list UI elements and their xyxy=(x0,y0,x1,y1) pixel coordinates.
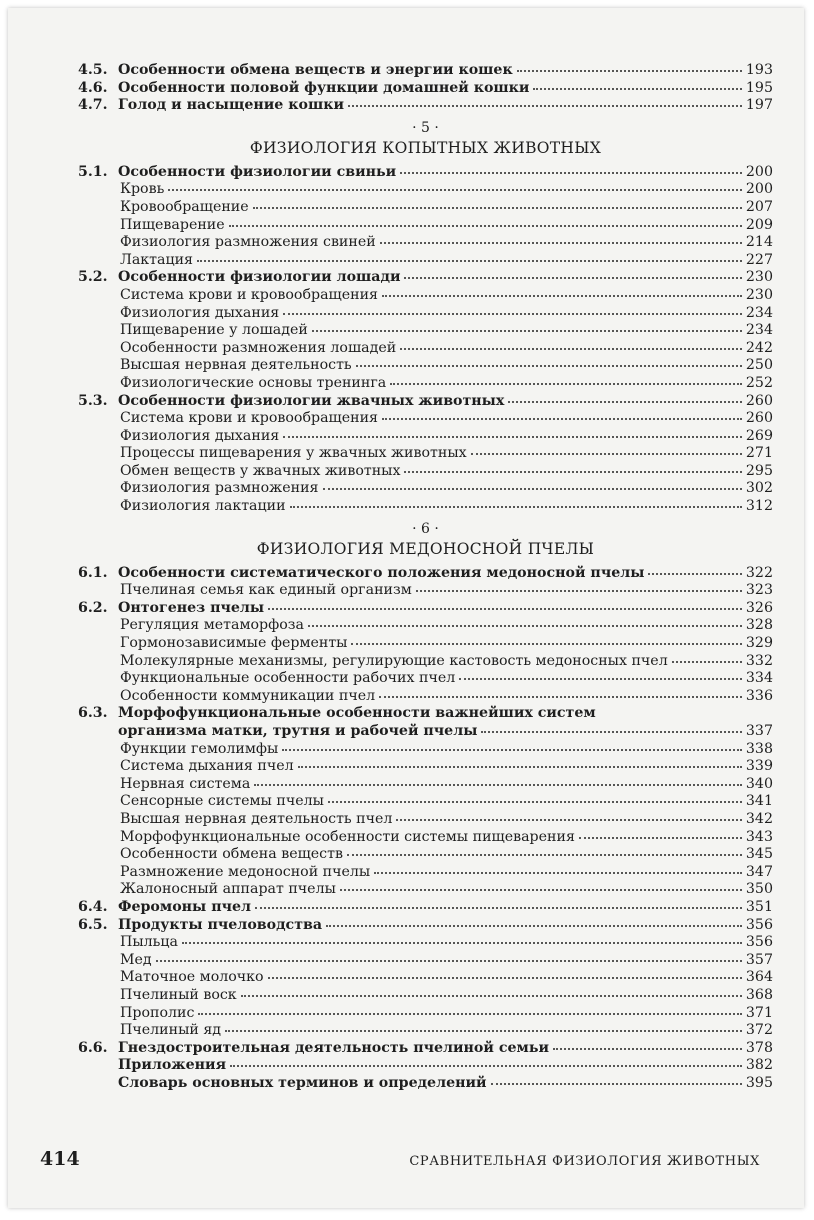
entry-title: Продукты пчеловодства xyxy=(118,916,323,933)
dot-leader xyxy=(481,730,741,733)
section-number: 6.1. xyxy=(78,564,108,581)
section-number: 5.3. xyxy=(78,392,108,409)
entry-page-number: 372 xyxy=(745,1022,773,1039)
entry-title: Гормонозависимые ферменты xyxy=(120,635,348,652)
entry-page-number: 260 xyxy=(745,410,773,427)
dot-leader xyxy=(672,660,742,663)
entry-page-number: 337 xyxy=(745,723,773,739)
toc-entry xyxy=(78,1057,773,1075)
dot-leader xyxy=(328,800,742,803)
dot-leader xyxy=(400,171,742,174)
entry-page-number: 209 xyxy=(745,216,773,233)
entry-title: Обмен веществ у жвачных животных xyxy=(120,462,401,479)
entry-page-number: 332 xyxy=(745,652,773,669)
toc-subentry xyxy=(78,181,773,199)
entry-title: Голод и насыщение кошки xyxy=(118,97,344,114)
toc-subentry xyxy=(78,635,773,653)
entry-page-number: 207 xyxy=(745,198,773,215)
toc-subentry xyxy=(78,428,773,446)
entry-page-number: 338 xyxy=(745,740,773,757)
dot-leader xyxy=(491,1082,742,1085)
dot-leader xyxy=(268,976,742,979)
page-number: 414 xyxy=(40,1148,80,1170)
toc-subentry xyxy=(78,934,773,952)
entry-title: Пчелиный воск xyxy=(120,986,237,1003)
toc-subentry xyxy=(78,617,773,635)
entry-title: Жалоносный аппарат пчелы xyxy=(120,881,336,898)
dot-leader xyxy=(351,642,741,645)
entry-title: Морфофункциональные особенности важнейших систем xyxy=(118,705,596,722)
toc-subentry xyxy=(78,670,773,688)
entry-title: Функции гемолимфы xyxy=(120,740,279,757)
toc-section-entry xyxy=(78,80,773,98)
dot-leader xyxy=(308,624,742,627)
entry-title: Физиология лактации xyxy=(120,498,286,515)
dot-leader xyxy=(382,417,742,420)
entry-title: Физиология дыхания xyxy=(120,427,280,444)
toc-subentry xyxy=(78,969,773,987)
dot-leader xyxy=(517,69,742,72)
toc-subentry xyxy=(78,776,773,794)
section-number: 6.4. xyxy=(78,898,108,915)
dot-leader xyxy=(230,1064,742,1067)
entry-title: Физиология размножения свиней xyxy=(120,234,376,251)
entry-title: Кровь xyxy=(120,181,165,198)
dot-leader xyxy=(323,487,742,490)
toc-section-entry xyxy=(78,705,773,723)
entry-page-number: 302 xyxy=(745,480,773,497)
section-number: 6.3. xyxy=(78,705,108,722)
entry-title: Пчелиный яд xyxy=(120,1022,222,1039)
entry-page-number: 347 xyxy=(745,863,773,880)
toc-subentry xyxy=(78,252,773,270)
book-page xyxy=(8,8,804,1208)
dot-leader xyxy=(471,452,742,455)
entry-title: Морфофункциональные особенности системы пищеварения xyxy=(120,828,575,845)
toc-section-entry xyxy=(78,917,773,935)
dot-leader xyxy=(156,959,742,962)
entry-page-number: 368 xyxy=(745,986,773,1003)
toc-subentry xyxy=(78,952,773,970)
entry-page-number: 227 xyxy=(745,251,773,268)
entry-page-number: 312 xyxy=(745,498,773,515)
entry-title: Процессы пищеварения у жвачных животных xyxy=(120,445,467,462)
entry-page-number: 364 xyxy=(745,969,773,986)
entry-title: Пчелиная семья как единый организм xyxy=(120,582,412,599)
dot-leader xyxy=(326,924,742,927)
dot-leader xyxy=(268,607,742,610)
entry-title: Пищеварение у лошадей xyxy=(120,322,308,339)
toc-subentry xyxy=(78,498,773,516)
entry-page-number: 356 xyxy=(745,934,773,951)
dot-leader xyxy=(533,87,741,90)
dot-leader xyxy=(416,589,742,592)
entry-page-number: 350 xyxy=(745,881,773,898)
dot-leader xyxy=(340,888,742,891)
entry-title: Особенности размножения лошадей xyxy=(120,339,397,356)
dot-leader xyxy=(382,294,742,297)
entry-page-number: 343 xyxy=(745,828,773,845)
toc-subentry xyxy=(78,463,773,481)
dot-leader xyxy=(253,206,742,209)
toc-subentry xyxy=(78,864,773,882)
entry-title: Функциональные особенности рабочих пчел xyxy=(120,670,456,687)
entry-title: Особенности обмена веществ xyxy=(120,846,343,863)
entry-page-number: 195 xyxy=(745,79,773,96)
dot-leader xyxy=(459,677,742,680)
dot-leader xyxy=(225,1029,742,1032)
section-number: 6.5. xyxy=(78,916,108,933)
entry-page-number: 329 xyxy=(745,635,773,652)
entry-title: Сенсорные системы пчелы xyxy=(120,793,324,810)
section-number: 4.5. xyxy=(78,62,108,78)
dot-leader xyxy=(356,364,742,367)
toc-subentry xyxy=(78,357,773,375)
toc-subentry xyxy=(78,445,773,463)
entry-title: Маточное молочко xyxy=(120,969,264,986)
running-title: СРАВНИТЕЛЬНАЯ ФИЗИОЛОГИЯ ЖИВОТНЫХ xyxy=(409,1154,760,1169)
entry-page-number: 234 xyxy=(745,304,773,321)
entry-title: Особенности систематического положения медоносной пчелы xyxy=(118,564,645,581)
entry-page-number: 334 xyxy=(745,670,773,687)
section-number: 4.7. xyxy=(78,97,108,114)
toc-subentry xyxy=(78,340,773,358)
toc-subentry xyxy=(78,322,773,340)
toc-subentry xyxy=(78,217,773,235)
toc-subentry xyxy=(78,305,773,323)
toc-subentry xyxy=(78,410,773,428)
toc-subentry xyxy=(78,881,773,899)
dot-leader xyxy=(347,853,742,856)
entry-title: Словарь основных терминов и определений xyxy=(118,1074,487,1091)
section-number: 4.6. xyxy=(78,79,108,96)
entry-title: Система крови и кровообращения xyxy=(120,410,379,427)
entry-page-number: 342 xyxy=(745,810,773,827)
toc-subentry xyxy=(78,1022,773,1040)
entry-title: Система крови и кровообращения xyxy=(120,286,379,303)
toc-subentry xyxy=(78,688,773,706)
entry-page-number: 323 xyxy=(745,582,773,599)
entry-title: Особенности физиологии жвачных животных xyxy=(118,392,505,409)
entry-page-number: 234 xyxy=(745,322,773,339)
entry-title: Гнездостроительная деятельность пчелиной семьи xyxy=(118,1039,549,1056)
entry-page-number: 214 xyxy=(745,234,773,251)
toc-subentry xyxy=(78,234,773,252)
chapter-number: · 5 · xyxy=(412,119,439,136)
entry-page-number: 356 xyxy=(745,916,773,933)
toc-section-entry xyxy=(78,899,773,917)
entry-title: Высшая нервная деятельность xyxy=(120,357,352,374)
entry-page-number: 200 xyxy=(745,181,773,198)
section-number: 6.6. xyxy=(78,1039,108,1056)
dot-leader xyxy=(579,836,742,839)
dot-leader xyxy=(198,1012,741,1015)
dot-leader xyxy=(348,104,742,107)
toc-subentry xyxy=(78,987,773,1005)
entry-page-number: 322 xyxy=(745,564,773,581)
dot-leader xyxy=(283,435,742,438)
section-number: 5.2. xyxy=(78,269,108,286)
entry-title: Молекулярные механизмы, регулирующие кастовость медоносных пчел xyxy=(120,652,668,669)
entry-page-number: 326 xyxy=(745,599,773,616)
entry-title: Особенности половой функции домашней кошки xyxy=(118,79,530,96)
entry-page-number: 269 xyxy=(745,427,773,444)
dot-leader xyxy=(374,871,742,874)
entry-page-number: 250 xyxy=(745,357,773,374)
entry-title: Приложения xyxy=(118,1057,227,1074)
toc-subentry xyxy=(78,1005,773,1023)
entry-page-number: 395 xyxy=(745,1074,773,1091)
dot-leader xyxy=(312,329,742,332)
toc-section-entry xyxy=(78,269,773,287)
dot-leader xyxy=(290,505,742,508)
toc-subentry xyxy=(78,375,773,393)
dot-leader xyxy=(255,906,742,909)
entry-page-number: 193 xyxy=(745,62,773,78)
entry-page-number: 295 xyxy=(745,462,773,479)
entry-title: Пыльца xyxy=(120,934,178,951)
entry-title: Размножение медоносной пчелы xyxy=(120,863,371,880)
dot-leader xyxy=(380,241,742,244)
entry-title: Онтогенез пчелы xyxy=(118,599,265,616)
entry-title: Лактация xyxy=(120,251,194,268)
entry-page-number: 336 xyxy=(745,687,773,704)
dot-leader xyxy=(254,783,742,786)
dot-leader xyxy=(553,1047,742,1050)
entry-page-number: 345 xyxy=(745,846,773,863)
toc-subentry xyxy=(78,582,773,600)
dot-leader xyxy=(396,818,742,821)
entry-title: Физиологические основы тренинга xyxy=(120,374,387,391)
entry-page-number: 340 xyxy=(745,775,773,792)
entry-title: Особенности физиологии лошади xyxy=(118,269,401,286)
toc-section-entry xyxy=(78,97,773,115)
toc-subentry xyxy=(78,653,773,671)
entry-page-number: 230 xyxy=(745,269,773,286)
entry-page-number: 230 xyxy=(745,286,773,303)
toc-subentry xyxy=(78,199,773,217)
toc-subentry xyxy=(78,480,773,498)
toc-section-entry xyxy=(78,164,773,182)
dot-leader xyxy=(508,400,742,403)
section-number: 5.1. xyxy=(78,163,108,180)
entry-page-number: 378 xyxy=(745,1039,773,1056)
entry-page-number: 200 xyxy=(745,163,773,180)
toc-subentry xyxy=(78,793,773,811)
entry-page-number: 382 xyxy=(745,1057,773,1074)
dot-leader xyxy=(404,276,741,279)
toc-entry xyxy=(78,1075,773,1093)
dot-leader xyxy=(404,470,741,473)
entry-title: Регуляция метаморфоза xyxy=(120,617,304,634)
toc-section-entry xyxy=(78,393,773,411)
dot-leader xyxy=(379,695,742,698)
toc-subentry xyxy=(78,811,773,829)
dot-leader xyxy=(197,259,742,262)
entry-page-number: 357 xyxy=(745,951,773,968)
dot-leader xyxy=(241,994,742,997)
toc-section-entry xyxy=(78,600,773,618)
entry-title: Пищеварение xyxy=(120,216,225,233)
entry-page-number: 271 xyxy=(745,445,773,462)
toc-entry xyxy=(78,723,773,741)
page-footer xyxy=(40,1148,760,1170)
entry-page-number: 252 xyxy=(745,374,773,391)
toc-section-entry xyxy=(78,62,773,80)
entry-page-number: 351 xyxy=(745,898,773,915)
table-of-contents xyxy=(78,62,773,1092)
toc-subentry xyxy=(78,287,773,305)
entry-page-number: 260 xyxy=(745,392,773,409)
dot-leader xyxy=(283,312,742,315)
section-number: 6.2. xyxy=(78,599,108,616)
entry-page-number: 242 xyxy=(745,339,773,356)
entry-title: Прополис xyxy=(120,1004,195,1021)
dot-leader xyxy=(229,224,742,227)
dot-leader xyxy=(400,347,742,350)
toc-section-entry xyxy=(78,565,773,583)
entry-title: Физиология размножения xyxy=(120,480,319,497)
entry-page-number: 341 xyxy=(745,793,773,810)
entry-title: Мед xyxy=(120,951,152,968)
toc-subentry xyxy=(78,741,773,759)
entry-title: Феромоны пчел xyxy=(118,898,252,915)
dot-leader xyxy=(168,188,742,191)
dot-leader xyxy=(390,382,742,385)
dot-leader xyxy=(182,941,742,944)
entry-title: Особенности обмена веществ и энергии кошек xyxy=(118,62,513,78)
toc-section-entry xyxy=(78,1040,773,1058)
entry-page-number: 339 xyxy=(745,758,773,775)
dot-leader xyxy=(648,572,741,575)
chapter-title: ФИЗИОЛОГИЯ КОПЫТНЫХ ЖИВОТНЫХ xyxy=(249,138,602,157)
toc-subentry xyxy=(78,758,773,776)
entry-page-number: 371 xyxy=(745,1004,773,1021)
toc-subentry xyxy=(78,829,773,847)
entry-title: Система дыхания пчел xyxy=(120,758,294,775)
dot-leader xyxy=(298,765,742,768)
entry-title: Нервная система xyxy=(120,775,251,792)
entry-title: Кровообращение xyxy=(120,198,249,215)
entry-title: Особенности физиологии свиньи xyxy=(118,163,397,180)
entry-page-number: 197 xyxy=(745,97,773,114)
entry-title: организма матки, трутня и рабочей пчелы xyxy=(118,723,478,739)
entry-title: Высшая нервная деятельность пчел xyxy=(120,810,393,827)
entry-title: Особенности коммуникации пчел xyxy=(120,687,376,704)
dot-leader xyxy=(282,748,742,751)
chapter-number: · 6 · xyxy=(412,520,439,537)
entry-title: Физиология дыхания xyxy=(120,304,280,321)
entry-page-number: 328 xyxy=(745,617,773,634)
chapter-title: ФИЗИОЛОГИЯ МЕДОНОСНОЙ ПЧЕЛЫ xyxy=(256,539,595,558)
toc-subentry xyxy=(78,846,773,864)
